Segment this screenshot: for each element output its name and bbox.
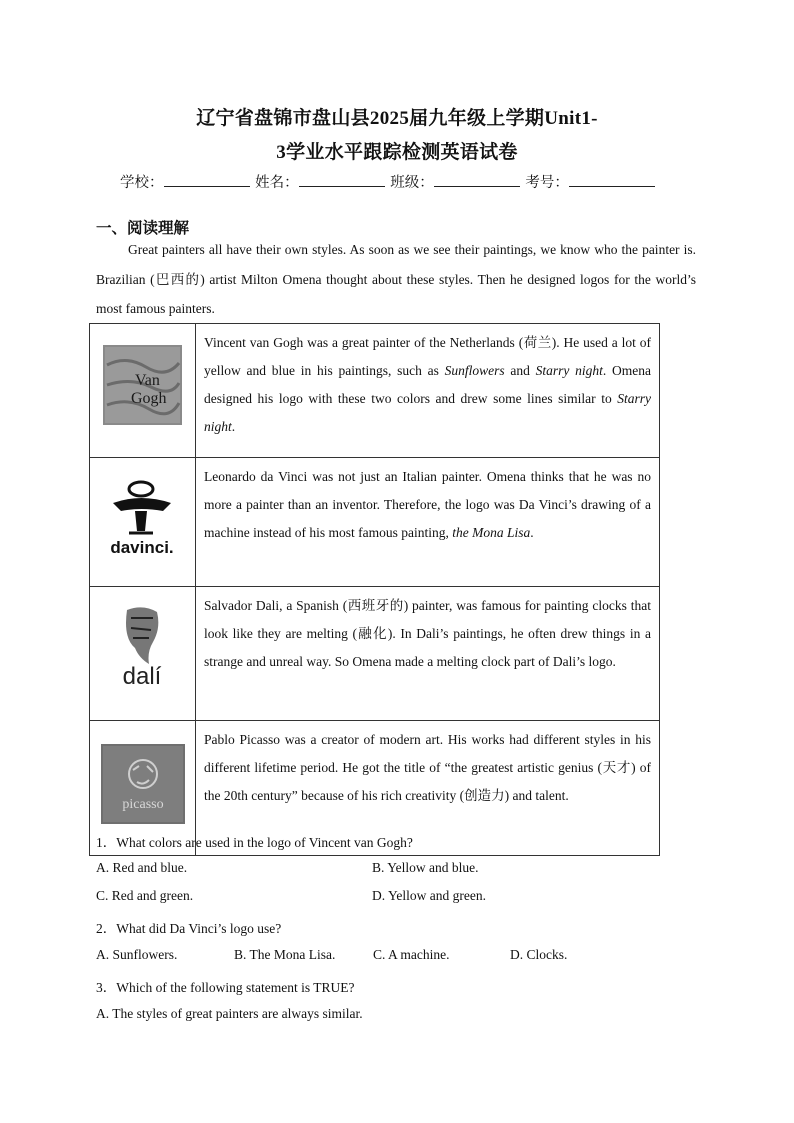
davinci-logo-cell: [90, 458, 196, 587]
vangogh-logo-icon: [91, 325, 194, 451]
class-field[interactable]: [434, 172, 520, 187]
question-3-stem: 3．Which of the following statement is TRUE?: [96, 980, 355, 995]
dali-description: Salvador Dali, a Spanish (西班牙的) painter, was famous for painting clocks that look like they are melting (融化). In Dali’s paintings, he often drew things in a strange and unreal way. So Omena made a melting clock part of Dali’s logo.: [196, 587, 660, 721]
school-label: 学校：: [120, 175, 164, 191]
name-label: 姓名：: [255, 175, 299, 191]
table-row: [90, 587, 660, 721]
exam-title-line2: 3学业水平跟踪检测英语试卷: [276, 142, 518, 163]
question-2-option-c[interactable]: C. A machine.: [373, 947, 450, 962]
exam-title-line1: 辽宁省盘锦市盘山县2025届九年级上学期Unit1-: [196, 108, 598, 129]
question-2-option-d[interactable]: D. Clocks.: [510, 947, 568, 962]
question-1-option-c[interactable]: C. Red and green.: [96, 888, 194, 903]
exam-number-label: 考号：: [525, 175, 569, 191]
picasso-logo-icon: [91, 722, 194, 849]
question-3-option-a[interactable]: A. The styles of great painters are always similar.: [96, 1006, 363, 1021]
dali-logo-icon: [91, 588, 194, 714]
question-2-option-b[interactable]: B. The Mona Lisa.: [234, 947, 336, 962]
school-field[interactable]: [164, 172, 250, 187]
dali-logo-text: dalí: [122, 663, 162, 690]
section-title: 一、阅读理解: [96, 220, 190, 237]
davinci-logo-icon: [91, 459, 194, 580]
table-row: [90, 324, 660, 458]
vangogh-logo-text-1: Van: [135, 372, 160, 389]
exam-number-field[interactable]: [569, 172, 655, 187]
question-1-option-d[interactable]: D. Yellow and green.: [372, 888, 486, 903]
intro-paragraph: Great painters all have their own styles. As soon as we see their paintings, we know who the painter is. Brazilian (巴西的) artist Milton Omena thought about these styles. Then he designed logos for the world’s most famous painters.: [96, 242, 696, 316]
question-1-option-a[interactable]: A. Red and blue.: [96, 860, 188, 875]
table-row: [90, 458, 660, 587]
question-2-stem: 2．What did Da Vinci’s logo use?: [96, 921, 282, 936]
davinci-logo-text: davinci.: [110, 538, 174, 557]
student-info-fields: [120, 171, 657, 192]
name-field[interactable]: [299, 172, 385, 187]
question-1-option-b[interactable]: B. Yellow and blue.: [372, 860, 479, 875]
question-2-option-a[interactable]: A. Sunflowers.: [96, 947, 178, 962]
vangogh-logo-cell: [90, 324, 196, 458]
vangogh-description: Vincent van Gogh was a great painter of the Netherlands (荷兰). He used a lot of yellow and blue in his paintings, such as Sunflowers and Starry night. Omena designed his logo with these two colors and drew some lines similar to Starry night.: [196, 324, 660, 458]
question-1-stem: 1．What colors are used in the logo of Vincent van Gogh?: [96, 835, 413, 850]
class-label: 班级：: [390, 175, 434, 191]
passage-intro: [96, 235, 696, 324]
picasso-logo-text: picasso: [122, 797, 164, 812]
vangogh-logo-text-2: Gogh: [131, 390, 167, 407]
davinci-description: Leonardo da Vinci was not just an Italian painter. Omena thinks that he was no more a painter than an inventor. Therefore, the logo was Da Vinci’s drawing of a machine instead of his most famous painting, the Mona Lisa.: [196, 458, 660, 587]
picasso-description: Pablo Picasso was a creator of modern art. His works had different styles in his different lifetime period. He got the title of “the greatest artistic genius (天才) of the 20th century” because of his rich creativity (创造力) and talent.: [196, 721, 660, 856]
dali-logo-cell: [90, 587, 196, 721]
painter-logo-table: [89, 323, 660, 856]
